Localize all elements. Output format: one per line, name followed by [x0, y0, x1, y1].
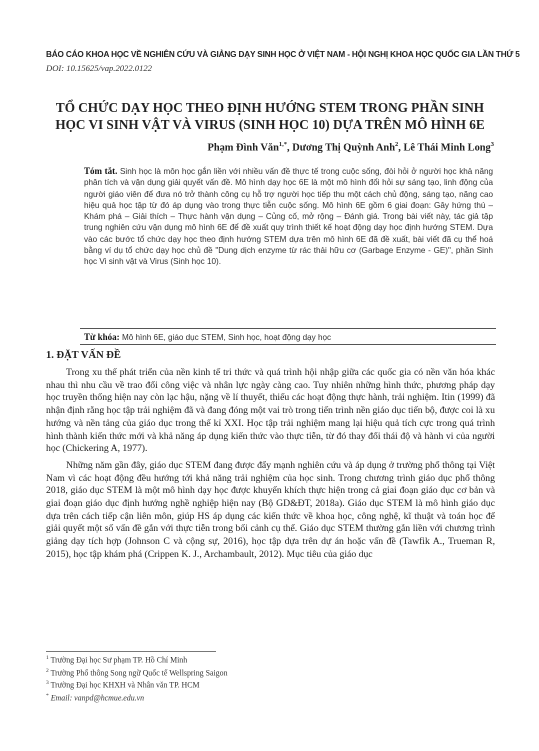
- author-list: [46, 141, 494, 153]
- title-line-2: HỌC VI SINH VẬT VÀ VIRUS (SINH HỌC 10) DỰA TRÊN MÔ HÌNH 6E: [55, 117, 485, 132]
- body-paragraph: Trong xu thế phát triển của nền kinh tế tri thức và quá trình hội nhập giữa các quốc gia có nền văn hóa khác nhau thì nhu cầu về trao đổi công việc và nhân lực ngày càng cao. Tuy nhiên những hình thức, phương pháp dạy học truyền thống hiện nay còn lạc hậu, nặng về lí thuyết, thiếu các hoạt động thực hành, trải nghiệm. Itin (1999) đã nhận định rằng học tập trải nghiệm đã và đang đóng một vai trò trong tiến trình nền giáo dục tiến bộ, được coi là xu hướng và nền tảng của giáo dục trong thế kỉ XXI. Học tập trải nghiệm mang lại hiệu quả tích cực trong quá trình hình thành kiến thức mới và khả năng áp dụng kiến thức vào thực tiễn, từ đó thay đổi thái độ và hành vi của người học (Chickering A, 1977).: [46, 367, 495, 455]
- abstract: [84, 166, 493, 267]
- author-name: Phạm Đình Văn: [207, 142, 279, 154]
- author-separator: ,: [398, 142, 404, 154]
- footnote-mark: 1: [46, 655, 49, 661]
- author-affiliation-mark: 3: [490, 141, 494, 148]
- footnote-rule: [46, 651, 216, 652]
- title-line-1: TỔ CHỨC DẠY HỌC THEO ĐỊNH HƯỚNG STEM TRONG PHẦN SINH: [55, 100, 485, 115]
- footnote-text: Trường Đại học Sư phạm TP. Hồ Chí Minh: [50, 655, 188, 665]
- keywords: [84, 332, 493, 342]
- running-head: BÁO CÁO KHOA HỌC VỀ NGHIÊN CỨU VÀ GIẢNG DẠY SINH HỌC Ở VIỆT NAM - HỘI NGHỊ KHOA HỌC QUỐC GIA LẦN THỨ 5: [46, 50, 520, 59]
- abstract-label: Tóm tắt.: [84, 166, 118, 176]
- keywords-top-rule: [80, 328, 496, 329]
- section-body: [46, 367, 495, 562]
- author-separator: ,: [287, 142, 293, 154]
- footnotes: [46, 653, 495, 704]
- author-name: Lê Thái Minh Long: [403, 142, 491, 154]
- footnote: [46, 691, 495, 704]
- author-affiliation-mark: 1,*: [278, 141, 288, 148]
- section-heading: 1. ĐẶT VẤN ĐỀ: [46, 350, 121, 361]
- footnote-mark: 3: [46, 680, 49, 687]
- body-paragraph: Những năm gần đây, giáo dục STEM đang được đẩy mạnh nghiên cứu và áp dụng ở trường phổ thông tại Việt Nam vì các hoạt động đều hướng tới khả năng trải nghiệm của học sinh. Trong chương trình giáo dục phổ thông 2018, giáo dục STEM là một mô hình dạy học được khuyến khích thực hiện trong cả giai đoạn giáo dục cơ bản và giai đoạn giáo dục định hướng nghề nghiệp hiện nay (Bộ GD&ĐT, 2018a). Giáo dục STEM là mô hình giáo dục dựa trên cách tiếp cận liên môn, giúp HS áp dụng các kiến thức về khoa học, công nghệ, kĩ thuật và toán học để giải quyết một số vấn đề gắn với thực tiễn trong bối cảnh cụ thể. Giáo dục STEM thường gắn liền với chương trình giảng dạy tích hợp (Johnson C và cộng sự, 2016), học tập dựa trên dự án hoặc vấn đề (Tawfik A., Trueman R, 2015), học tập khám phá (Crippen K. J., Archambault, 2012). Mục tiêu của giáo dục: [46, 459, 495, 560]
- footnote: [46, 666, 495, 679]
- paper-title: [46, 99, 494, 133]
- footnote-email: Email: vanpd@hcmue.edu.vn: [50, 693, 145, 703]
- footnote: [46, 653, 495, 666]
- keywords-bottom-rule: [80, 344, 496, 345]
- author-name: Dương Thị Quỳnh Anh: [292, 142, 395, 154]
- footnote-text: Trường Phổ thông Song ngữ Quốc tế Wellspring Saigon: [50, 668, 228, 678]
- abstract-text: Sinh học là môn học gắn liền với nhiều vấn đề thực tế trong cuộc sống, đòi hỏi ở người học khả năng phân tích và vận dụng giải quyết vấn đề. Mô hình dạy học 6E là một mô hình đổi hỏi sự sáng tạo, linh động của người giáo viên để đưa nó trở thành công cụ hỗ trợ người học tiếp thu một cách chủ động, sáng tạo, năng cao hiệu quả học tập từ đó áp dụng vào trong thực tiễn cuộc sống. Mô hình 6E gồm 6 giai đoạn: Gây hứng thú – Khám phá – Giải thích – Thực hành vận dụng – Củng cố, mở rộng – Đánh giá. Trong bài viết này, tác giả tập trung nghiên cứu vận dụng mô hình 6E để đề xuất quy trình thiết kế hoạt động dạy học định hướng STEM. Dựa vào các bước tổ chức dạy học theo định hướng STEM dựa trên mô hình 6E đã đề xuất, bài viết đã cụ thể hoá bằng ví dụ tổ chức dạy học chủ đề "Dung dịch enzyme từ rác thải hữu cơ (Garbage Enzyme - GE)", phần Sinh học Vi sinh vật và Virus (Sinh học 10).: [84, 167, 493, 266]
- footnote-mark: *: [46, 692, 49, 699]
- keywords-label: Từ khóa:: [84, 332, 120, 342]
- doi: DOI: 10.15625/vap.2022.0122: [46, 63, 152, 73]
- author-affiliation-mark: 2: [395, 141, 399, 148]
- footnote: [46, 678, 495, 691]
- keywords-text: Mô hình 6E, giáo dục STEM, Sinh học, hoạt động dạy học: [121, 333, 332, 342]
- footnote-text: Trường Đại học KHXH và Nhân văn TP. HCM: [50, 680, 200, 690]
- footnote-mark: 2: [46, 667, 49, 674]
